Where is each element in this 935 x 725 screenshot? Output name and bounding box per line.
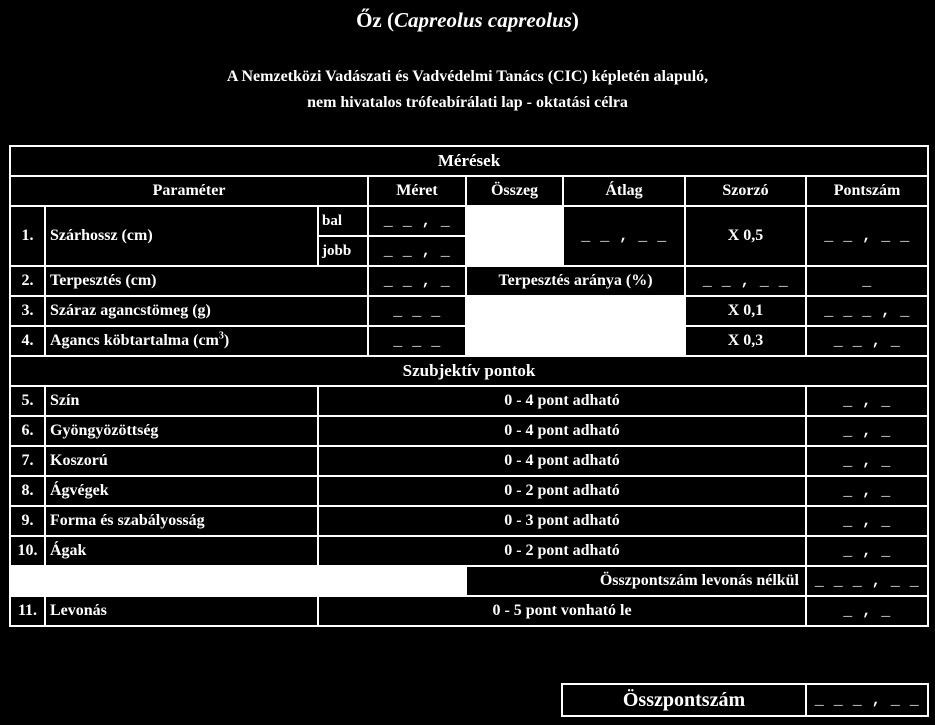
- points-range: 0 - 3 pont adható: [318, 506, 806, 536]
- row-number: 10.: [10, 536, 45, 566]
- points-range: 0 - 4 pont adható: [318, 416, 806, 446]
- avg-field[interactable]: _ _ , _ _: [563, 206, 685, 266]
- row-number: 6.: [10, 416, 45, 446]
- row-number: 7.: [10, 446, 45, 476]
- multiplier-value: X 0,3: [685, 326, 806, 356]
- sum-field[interactable]: [466, 206, 563, 266]
- row-label: Száraz agancstömeg (g): [45, 296, 368, 326]
- species-name: Capreolus capreolus: [393, 8, 572, 32]
- points-range: 0 - 4 pont adható: [318, 386, 806, 416]
- subtitle-line-2: nem hivatalos trófeabírálati lap - oktatási célra: [307, 94, 628, 111]
- size-left-field[interactable]: _ _ , _: [368, 206, 466, 236]
- total-score-field[interactable]: _ _ _ , _ _: [806, 684, 928, 716]
- points-range: 0 - 4 pont adható: [318, 446, 806, 476]
- blank-area: [466, 296, 685, 356]
- multiplier-value: X 0,1: [685, 296, 806, 326]
- score-field[interactable]: _ _ , _: [806, 326, 928, 356]
- row-number: 8.: [10, 476, 45, 506]
- score-field[interactable]: _ , _: [806, 476, 928, 506]
- header-size: Méret: [368, 176, 466, 206]
- row-coronet: [10, 446, 928, 476]
- size-field[interactable]: _ _ , _: [368, 266, 466, 296]
- page-title: Őz (Capreolus capreolus): [356, 8, 579, 32]
- row-number: 11.: [10, 596, 45, 626]
- row-deduction: [10, 596, 928, 626]
- row-number: 4.: [10, 326, 45, 356]
- spread-ratio-label: Terpesztés aránya (%): [466, 266, 685, 296]
- row-number: 5.: [10, 386, 45, 416]
- header-avg: Átlag: [563, 176, 685, 206]
- size-right-field[interactable]: _ _ , _: [368, 236, 466, 266]
- row-label: Szín: [45, 386, 318, 416]
- spread-ratio-field[interactable]: _ _ , _ _: [685, 266, 806, 296]
- row-label: Agancs köbtartalma $(cm^3)$: [45, 326, 368, 356]
- header-score: Pontszám: [806, 176, 928, 206]
- total-score-box: [561, 683, 929, 717]
- header-row: [10, 176, 928, 206]
- score-field[interactable]: _ _ , _ _: [806, 206, 928, 266]
- row-number: 3.: [10, 296, 45, 326]
- subtotal-score-field[interactable]: _ _ _ , _ _: [806, 566, 928, 596]
- row-label: Gyöngyözöttség: [45, 416, 318, 446]
- row-beam-length-left: [10, 206, 928, 236]
- size-field[interactable]: _ _ _: [368, 296, 466, 326]
- row-tine-ends: [10, 476, 928, 506]
- score-field[interactable]: _ , _: [806, 446, 928, 476]
- scoring-table: [9, 145, 929, 627]
- header-multiplier: Szorzó: [685, 176, 806, 206]
- score-field[interactable]: _ , _: [806, 416, 928, 446]
- section-measurements: Mérések: [10, 146, 928, 176]
- row-label: Koszorú: [45, 446, 318, 476]
- subtotal-label: Összpontszám levonás nélkül: [466, 566, 806, 596]
- score-field[interactable]: _ , _: [806, 386, 928, 416]
- row-number: 9.: [10, 506, 45, 536]
- subtitle-line-1: A Nemzetközi Vadászati és Vadvédelmi Tanács (CIC) képletén alapuló,: [226, 68, 709, 85]
- row-label: Ágak: [45, 536, 318, 566]
- header-parameter: Paraméter: [10, 176, 368, 206]
- score-field[interactable]: _ _ _ , _: [806, 296, 928, 326]
- row-shape-regularity: [10, 506, 928, 536]
- row-weight: [10, 296, 928, 326]
- score-field[interactable]: _: [806, 266, 928, 296]
- score-field[interactable]: _ , _: [806, 596, 928, 626]
- blank-area: [10, 566, 466, 596]
- row-subtotal: [10, 566, 928, 596]
- score-field[interactable]: _ , _: [806, 536, 928, 566]
- row-number: 2.: [10, 266, 45, 296]
- header-sum: Összeg: [466, 176, 563, 206]
- row-pearling: [10, 416, 928, 446]
- points-range: 0 - 2 pont adható: [318, 476, 806, 506]
- side-left-label: bal: [318, 206, 368, 236]
- section-subjective: Szubjektív pontok: [10, 356, 928, 386]
- multiplier-value: X 0,5: [685, 206, 806, 266]
- points-range: 0 - 2 pont adható: [318, 536, 806, 566]
- row-tines: [10, 536, 928, 566]
- points-range: 0 - 5 pont vonható le: [318, 596, 806, 626]
- row-color: [10, 386, 928, 416]
- row-label: Terpesztés (cm): [45, 266, 368, 296]
- size-field[interactable]: _ _ _: [368, 326, 466, 356]
- side-right-label: jobb: [318, 236, 368, 266]
- score-field[interactable]: _ , _: [806, 506, 928, 536]
- row-label: Ágvégek: [45, 476, 318, 506]
- row-label: Levonás: [45, 596, 318, 626]
- row-label: Szárhossz (cm): [45, 206, 318, 266]
- row-spread: [10, 266, 928, 296]
- row-number: 1.: [10, 206, 45, 266]
- row-label: Forma és szabályosság: [45, 506, 318, 536]
- total-score-label: Összpontszám: [562, 684, 806, 716]
